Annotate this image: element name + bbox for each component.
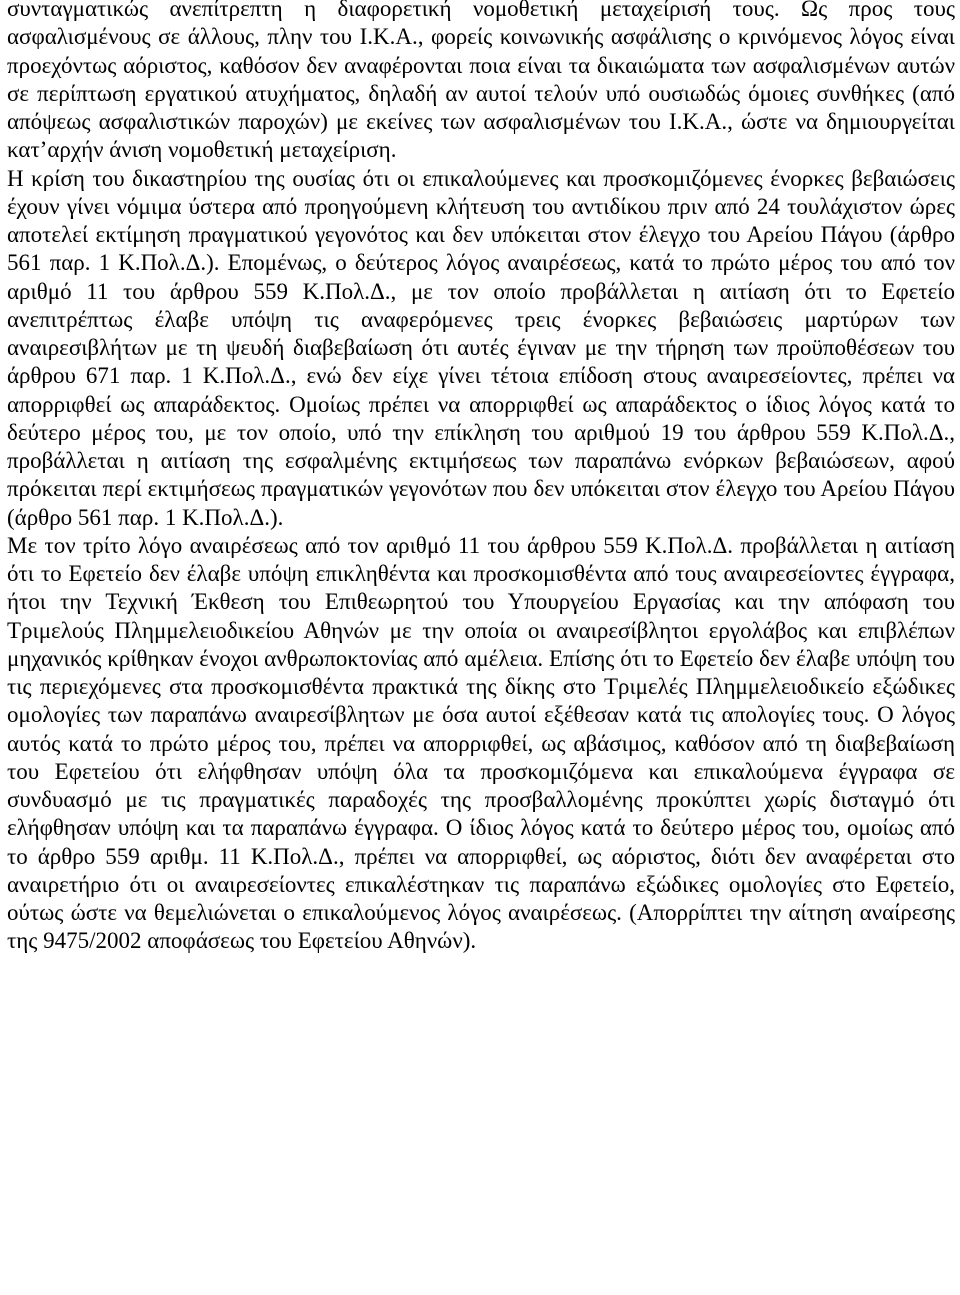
paragraph-1: συνταγματικώς ανεπίτρεπτη η διαφορετική νομοθετική μεταχείρισή τους. Ως προς τους ασφαλισμένους σε άλλους, πλην του Ι.Κ.Α., φορείς κοινωνικής ασφάλισης ο κρινόμενος λόγος είναι προεχόντως αόριστος, καθόσον δεν αναφέρονται ποια είναι τα δικαιώματα των ασφαλισμένων αυτών σε περίπτωση εργατικού ατυχήματος, δηλαδή αν αυτοί τελούν υπό ουσιωδώς όμοιες συνθήκες (από απόψεως ασφαλιστικών παροχών) με εκείνες των ασφαλισμένων του Ι.Κ.Α., ώστε να δημιουργείται κατ’αρχήν άνιση νομοθετική μεταχείριση. (7, 0, 955, 163)
paragraph-2: Η κρίση του δικαστηρίου της ουσίας ότι οι επικαλούμενες και προσκομιζόμενες ένορκες βεβαιώσεις έχουν γίνει νόμιμα ύστερα από προηγούμενη κλήτευση του αντιδίκου πριν από 24 τουλάχιστον ώρες αποτελεί εκτίμηση πραγματικού γεγονότος και δεν υπόκειται στον έλεγχο του Αρείου Πάγου (άρθρο 561 παρ. 1 Κ.Πολ.Δ.). Επομένως, ο δεύτερος λόγος αναιρέσεως, κατά το πρώτο μέρος του από τον αριθμό 11 του άρθρου 559 Κ.Πολ.Δ., με τον οποίο προβάλλεται η αιτίαση ότι το Εφετείο ανεπιτρέπτως έλαβε υπόψη τις αναφερόμενες τρεις ένορκες βεβαιώσεις μαρτύρων των αναιρεσιβλήτων με τη ψευδή διαβεβαίωση ότι αυτές έγιναν με την τήρηση των προϋποθέσεων του άρθρου 671 παρ. 1 Κ.Πολ.Δ., ενώ δεν είχε γίνει τέτοια επίδοση στους αναιρεσείοντες, πρέπει να απορριφθεί ως απαράδεκτος. Ομοίως πρέπει να απορριφθεί ως απαράδεκτος ο ίδιος λόγος κατά το δεύτερο μέρος του, με τον οποίο, υπό την επίκληση του αριθμού 19 του άρθρου 559 Κ.Πολ.Δ., προβάλλεται η αιτίαση της εσφαλμένης εκτιμήσεως των παραπάνω ενόρκων βεβαιώσεων, αφού πρόκειται περί εκτιμήσεως πραγματικών γεγονότων που δεν υπόκειται στον έλεγχο του Αρείου Πάγου (άρθρο 561 παρ. 1 Κ.Πολ.Δ.). (7, 165, 955, 530)
document-page (7, 0, 955, 956)
paragraph-3: Με τον τρίτο λόγο αναιρέσεως από τον αριθμό 11 του άρθρου 559 Κ.Πολ.Δ. προβάλλεται η αιτίαση ότι το Εφετείο δεν έλαβε υπόψη επικληθέντα και προσκομισθέντα από τους αναιρεσείοντες έγγραφα, ήτοι την Τεχνική Έκθεση του Επιθεωρητού του Υπουργείου Εργασίας και την απόφαση του Τριμελούς Πλημμελειοδικείου Αθηνών με την οποία οι αναιρεσίβλητοι εργολάβος και επιβλέπων μηχανικός κρίθηκαν ένοχοι ανθρωποκτονίας από αμέλεια. Επίσης ότι το Εφετείο δεν έλαβε υπόψη του τις περιεχόμενες στα προσκομισθέντα πρακτικά της δίκης στο Τριμελές Πλημμελειοδικείο εξώδικες ομολογίες των παραπάνω αναιρεσίβλητων με όσα αυτοί εξέθεσαν κατά τις απολογίες τους. Ο λόγος αυτός κατά το πρώτο μέρος του, πρέπει να απορριφθεί, ως αβάσιμος, καθόσον από τη διαβεβαίωση του Εφετείου ότι ελήφθησαν υπόψη όλα τα προσκομιζόμενα και επικαλούμενα έγγραφα σε συνδυασμό με τις πραγματικές παραδοχές της προσβαλλομένης προκύπτει χωρίς δισταγμό ότι ελήφθησαν υπόψη και τα παραπάνω έγγραφα. Ο ίδιος λόγος κατά το δεύτερο μέρος του, ομοίως από το άρθρο 559 αριθμ. 11 Κ.Πολ.Δ., πρέπει να απορριφθεί, ως αόριστος, διότι δεν αναφέρεται στο αναιρετήριο ότι οι αναιρεσείοντες επικαλέστηκαν τις παραπάνω εξώδικες ομολογίες στο Εφετείο, ούτως ώστε να θεμελιώνεται ο επικαλούμενος λόγος αναιρέσεως. (Απορρίπτει την αίτηση αναίρεσης της 9475/2002 αποφάσεως του Εφετείου Αθηνών). (7, 532, 955, 954)
